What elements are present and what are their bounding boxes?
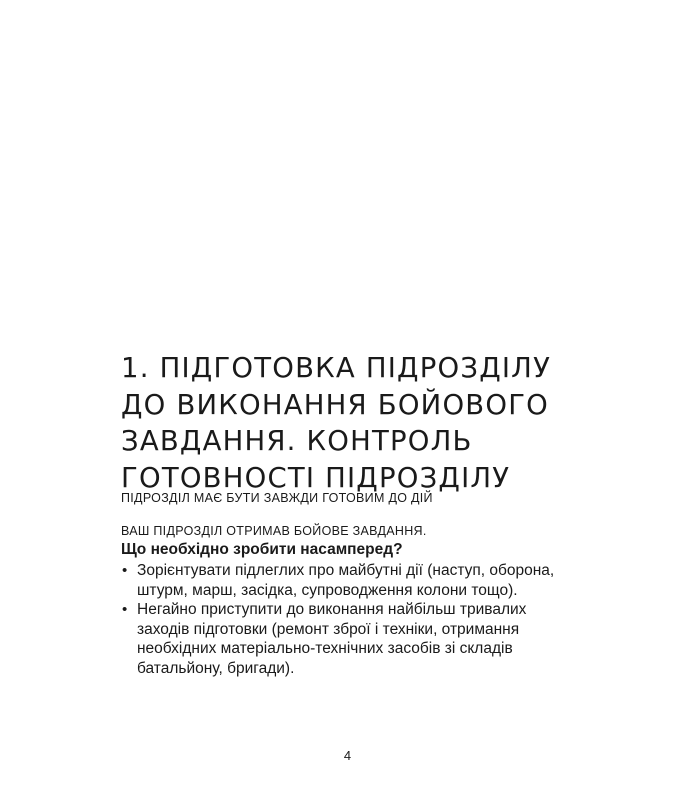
bullet-marker: • (122, 562, 128, 579)
bullet-text: Негайно приступити до виконання найбільш тривалих заходів підготовки (ремонт зброї і техніки, отримання необхідних матеріально-технічних засобів зі складів батальйону, бригади). (137, 601, 527, 677)
chapter-title-line: ГОТОВНОСТІ ПІДРОЗДІЛУ (121, 461, 511, 494)
lead-paragraph: ВАШ ПІДРОЗДІЛ ОТРИМАВ БОЙОВЕ ЗАВДАННЯ. (121, 524, 427, 538)
body-section (121, 522, 581, 678)
page-number: 4 (343, 748, 352, 763)
bullet-item (121, 561, 581, 600)
chapter-subtitle: ПІДРОЗДІЛ МАЄ БУТИ ЗАВЖДИ ГОТОВИМ ДО ДІЙ (121, 491, 433, 505)
bullet-marker: • (122, 601, 128, 618)
chapter-title-line: ДО ВИКОНАННЯ БОЙОВОГО (121, 388, 550, 421)
bullet-item (121, 600, 581, 678)
chapter-title (121, 350, 641, 496)
chapter-title-line: ЗАВДАННЯ. КОНТРОЛЬ (121, 425, 473, 457)
chapter-title-line: 1. ПІДГОТОВКА ПІДРОЗДІЛУ (121, 352, 552, 384)
bullet-list (121, 561, 581, 678)
bullet-text: Зорієнтувати підлеглих про майбутні дії (наступ, оборона, штурм, марш, засідка, супроводження колони тощо). (137, 562, 555, 599)
question-heading: Що необхідно зробити насамперед? (121, 541, 403, 558)
